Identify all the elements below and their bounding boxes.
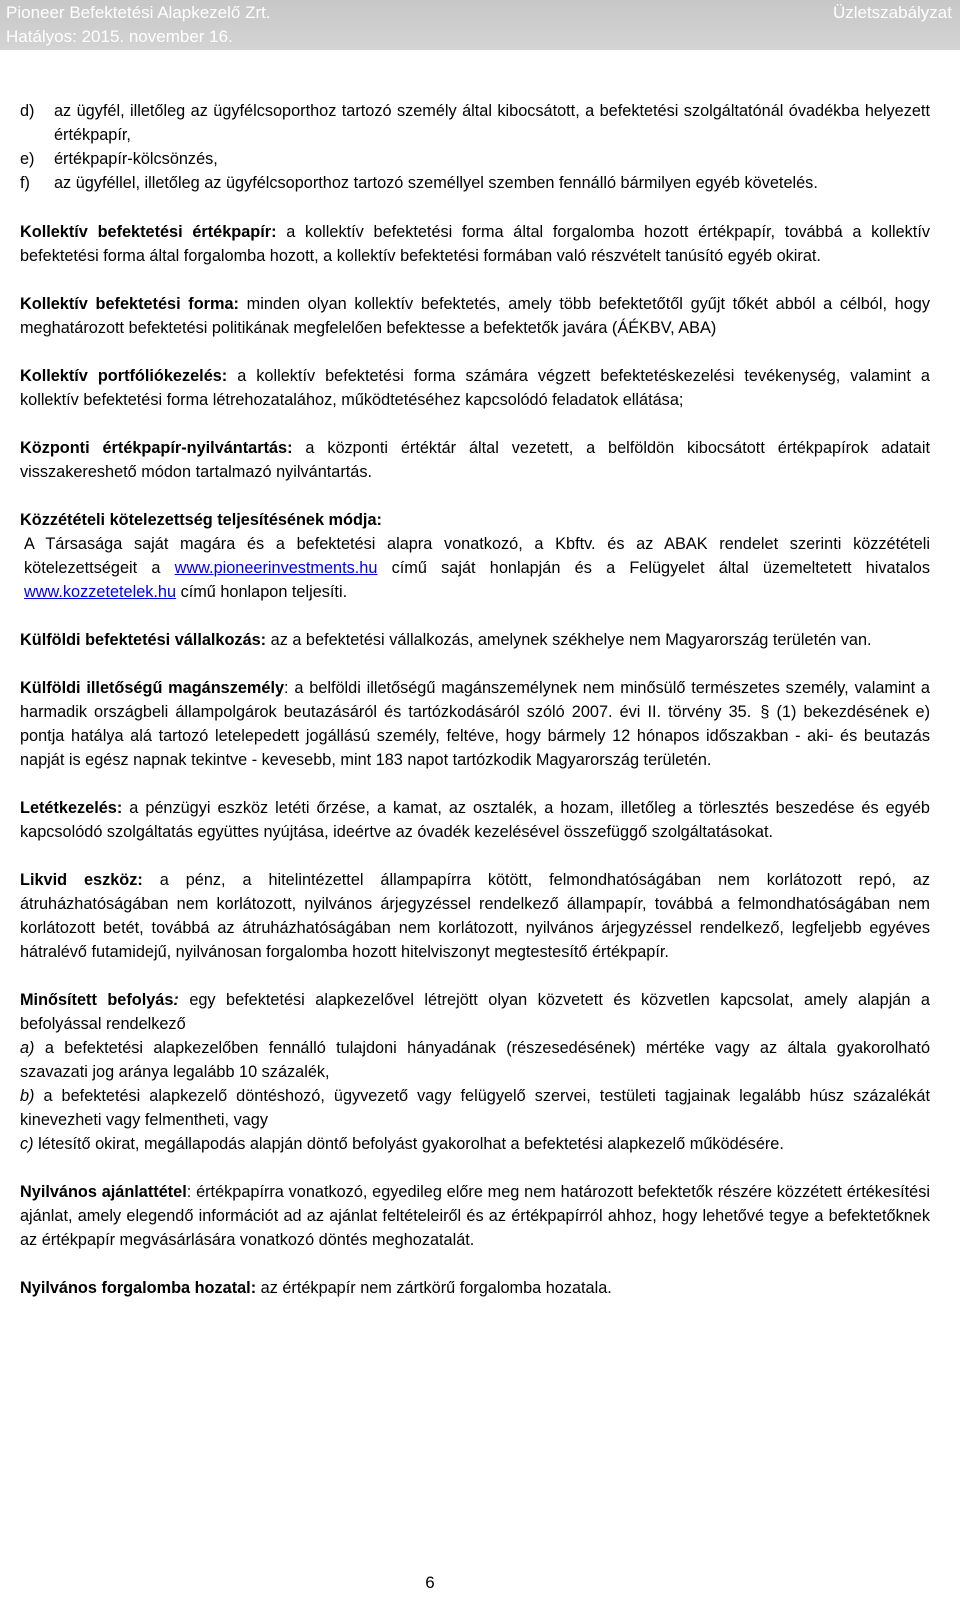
header-effective-date: Hatályos: 2015. november 16. xyxy=(6,27,233,46)
list-item xyxy=(20,147,930,171)
definition-likvid-eszkoz: Likvid eszköz: a pénz, a hitelintézettel állampapírra kötött, felmondhatóságában nem korlátozott repó, az átruházhatóságában nem korlátozott, nyilvános árjegyzéssel rendelkező állampapír, továbbá a felmondhatóságában nem korlátozott betét, továbbá az átruházhatóságában nem korlátozott, nyilvános árjegyzéssel rendelkező, legfeljebb egyéves hátralévő futamidejű, nyilvánosan forgalomba hozott hitelviszonyt megtestesítő értékpapír. xyxy=(20,871,930,961)
definition-kulfoldi-befektetesi-vallalkozas: Külföldi befektetési vállalkozás: az a befektetési vállalkozás, amelynek székhelye nem Magyarország területén van. xyxy=(20,631,872,649)
definition-term: Közzétételi kötelezettség teljesítésének módja: xyxy=(20,511,382,529)
list-text: értékpapír-kölcsönzés, xyxy=(54,150,218,168)
definition-term: Külföldi illetőségű magánszemély xyxy=(20,679,285,697)
section-sign: § xyxy=(760,703,770,721)
list-item xyxy=(20,99,930,147)
definition-subitem-a: a) a befektetési alapkezelőben fennálló tulajdoni hányadának (részesedésének) mértéke vagy az általa gyakorolható szavazati jog aránya legalább 10 százalék, xyxy=(20,1039,930,1081)
definition-kozzeteteli-kotelezettseg xyxy=(20,508,930,532)
definition-term: Letétkezelés: xyxy=(20,799,123,817)
definition-kulfoldi-illetosegu-maganszemely: Külföldi illetőségű magánszemély: a belföldi illetőségű magánszemélynek nem minősülő természetes személy, valamint a harmadik országbeli állampolgárok beutazásáról és tartózkodásáról szóló 2007. évi II. törvény 35. § (1) bekezdésének e) pontja hatálya alá tartozó letelepedett jogállású személy, feltéve, hogy bármely 12 hónapos időszakban - aki- és beutazás napját is egész napnak tekintve - kevesebb, mint 183 napot tartózkodik Magyarország területén. xyxy=(20,679,930,769)
definition-term: Központi értékpapír-nyilvántartás: xyxy=(20,439,293,457)
definition-body: A Társasága saját magára és a befektetési alapra vonatkozó, a Kbftv. és az ABAK rendelet szerinti közzétételi kötelezettségeit a www.pioneerinvestments.hu című saját honlapján és a Felügyelet által üzemeltetett hivatalos www.kozzetetelek.hu című honlapon teljesíti. xyxy=(24,535,930,601)
definition-nyilvanos-ajanlattetel: Nyilvános ajánlattétel: értékpapírra vonatkozó, egyedileg előre meg nem határozott befektetők részére közzétett értékesítési ajánlat, amely elegendő információt ad az ajánlat feltételeiről és az értékpapírról ahhoz, hogy lehetővé tegye a befektetőknek az értékpapír megvásárlására vonatkozó döntés meghozatalát. xyxy=(20,1183,930,1249)
definition-minositett-befolyas: Minősített befolyás: egy befektetési alapkezelővel létrejött olyan közvetett és közvetlen kapcsolat, amely alapján a befolyással rendelkező xyxy=(20,991,930,1033)
definition-subitem-b: b) a befektetési alapkezelő döntéshozó, ügyvezető vagy felügyelő szervei, testületi tagjainak legalább húsz százalékát kinevezheti vagy felmentheti, vagy xyxy=(20,1087,930,1129)
definition-term: Nyilvános ajánlattétel xyxy=(20,1183,187,1201)
page-footer xyxy=(0,1572,960,1594)
definition-term: Nyilvános forgalomba hozatal: xyxy=(20,1279,257,1297)
list-item xyxy=(20,171,930,195)
header-document-title: Üzletszabályzat xyxy=(832,3,952,22)
page-header xyxy=(0,0,960,50)
definition-subitem-c: c) létesítő okirat, megállapodás alapján döntő befolyást gyakorolhat a befektetési alapkezelő működésére. xyxy=(20,1135,784,1153)
list-marker: f) xyxy=(20,174,30,192)
definition-term: Likvid eszköz: xyxy=(20,871,143,889)
kozzetetelek-website-link[interactable]: www.kozzetetelek.hu xyxy=(24,583,177,601)
definition-kozponti-ertekpapir-nyilvantartas: Központi értékpapír-nyilvántartás: a központi értéktár által vezetett, a belföldön kibocsátott értékpapírok adatait visszakereshető módon tartalmazó nyilvántartás. xyxy=(20,439,930,481)
definition-kollektiv-befektetesi-forma: Kollektív befektetési forma: minden olyan kollektív befektetés, amely több befektetőtől gyűjt tőkét abból a célból, hogy meghatározott befektetési politikának megfelelően befektesse a befektetők javára (ÁÉKBV, ABA) xyxy=(20,295,930,337)
definition-term: Kollektív befektetési forma: xyxy=(20,295,239,313)
definition-nyilvanos-forgalomba-hozatal: Nyilvános forgalomba hozatal: az értékpapír nem zártkörű forgalomba hozatala. xyxy=(20,1279,612,1297)
definition-term: Minősített befolyás xyxy=(20,991,174,1009)
list-marker: e) xyxy=(20,150,35,168)
definition-term: Kollektív befektetési értékpapír: xyxy=(20,223,277,241)
document-body xyxy=(20,99,930,1300)
list-text: az ügyfél, illetőleg az ügyfélcsoporthoz tartozó személy által kibocsátott, a befektetési szolgáltatónál óvadékba helyezett értékpapír, xyxy=(54,102,930,144)
header-company: Pioneer Befektetési Alapkezelő Zrt. xyxy=(6,3,271,22)
definition-term: Kollektív portfóliókezelés: xyxy=(20,367,228,385)
definition-kollektiv-befektetesi-ertekpapir: Kollektív befektetési értékpapír: a kollektív befektetési forma által forgalomba hozott értékpapír, továbbá a kollektív befektetési forma által forgalomba hozott, a kollektív befektetési formában való részvételt tanúsító egyéb okirat. xyxy=(20,223,930,265)
list-text: az ügyféllel, illetőleg az ügyfélcsoporthoz tartozó személlyel szemben fennálló bármilyen egyéb követelés. xyxy=(54,174,818,192)
definition-letetkezeles: Letétkezelés: a pénzügyi eszköz letéti őrzése, a kamat, az osztalék, a hozam, illetőleg a törlesztés beszedése és egyéb kapcsolódó szolgáltatás együttes nyújtása, ideértve az óvadék kezelésével összefüggő szolgáltatásokat. xyxy=(20,799,930,841)
definition-kollektiv-portfoliokezeles: Kollektív portfóliókezelés: a kollektív befektetési forma számára végzett befektetéskezelési tevékenység, valamint a kollektív befektetési forma létrehozatalához, működtetéséhez kapcsolódó feladatok ellátása; xyxy=(20,367,930,409)
pioneer-website-link[interactable]: www.pioneerinvestments.hu xyxy=(174,559,378,577)
list-marker: d) xyxy=(20,102,35,120)
definition-term: Külföldi befektetési vállalkozás: xyxy=(20,631,267,649)
page-number: 6 xyxy=(425,1573,435,1592)
